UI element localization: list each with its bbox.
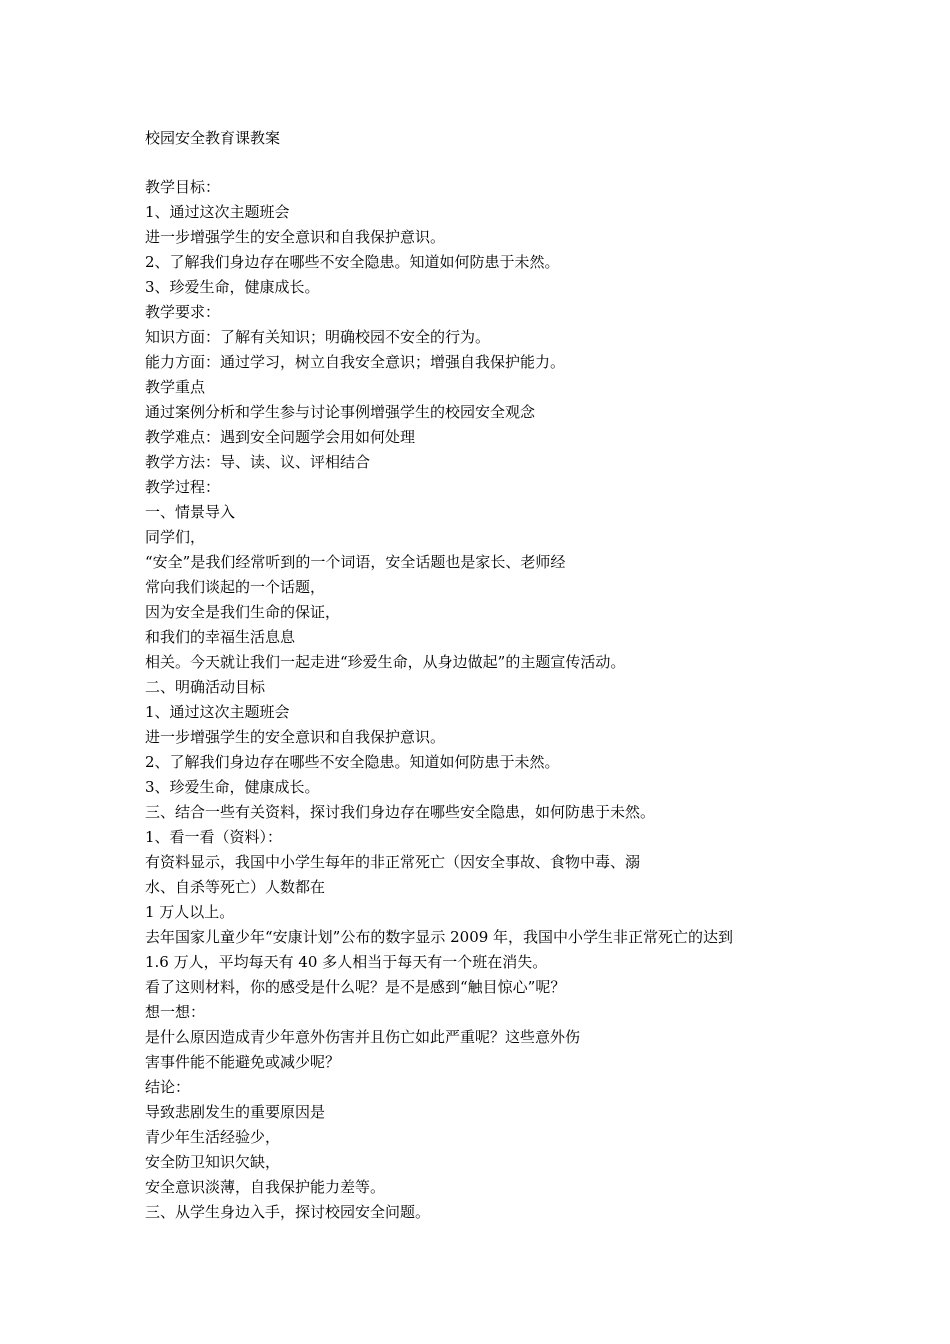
document-line: 是什么原因造成青少年意外伤害并且伤亡如此严重呢？这些意外伤 [145,1028,581,1046]
document-line: 通过案例分析和学生参与讨论事例增强学生的校园安全观念 [145,403,536,421]
document-line: 三、从学生身边入手，探讨校园安全问题。 [145,1203,431,1221]
document-line: 3、珍爱生命，健康成长。 [145,278,320,296]
document-line: 常向我们谈起的一个话题， [145,578,326,596]
document-line: 看了这则材料，你的感受是什么呢？是不是感到“触目惊心”呢？ [145,978,566,996]
document-line: 想一想： [145,1003,206,1021]
document-line: 1、通过这次主题班会 [145,703,290,721]
document-line: 1 万人以上。 [145,903,235,921]
document-line: 害事件能不能避免或减少呢？ [145,1053,341,1071]
document-line: 教学过程： [145,478,221,496]
document-body [145,175,865,1225]
document-line: 教学方法：导、读、议、评相结合 [145,453,371,471]
document-line: 结论： [145,1078,191,1096]
document-line: 3、珍爱生命，健康成长。 [145,778,320,796]
document-line: 去年国家儿童少年“安康计划”公布的数字显示 2009 年，我国中小学生非正常死亡的达到 [145,928,734,946]
document-line: 能力方面：通过学习，树立自我安全意识；增强自我保护能力。 [145,353,566,371]
document-line: 进一步增强学生的安全意识和自我保护意识。 [145,728,446,746]
document-line: 进一步增强学生的安全意识和自我保护意识。 [145,228,446,246]
document-line: 2、了解我们身边存在哪些不安全隐患。知道如何防患于未然。 [145,253,560,271]
document-line: 有资料显示，我国中小学生每年的非正常死亡（因安全事故、食物中毒、溺 [145,853,641,871]
document-line: 1、看一看（资料）： [145,828,283,846]
document-line: 2、了解我们身边存在哪些不安全隐患。知道如何防患于未然。 [145,753,560,771]
document-line: 教学目标： [145,178,221,196]
document-line: 导致悲剧发生的重要原因是 [145,1103,326,1121]
document-line: 教学难点：遇到安全问题学会用如何处理 [145,428,416,446]
document-line: 二、明确活动目标 [145,678,266,696]
document-page [145,126,865,1225]
document-line: 安全防卫知识欠缺， [145,1153,281,1171]
document-line: 教学重点 [145,378,206,396]
document-line: 三、结合一些有关资料，探讨我们身边存在哪些安全隐患，如何防患于未然。 [145,803,656,821]
document-line: 一、情景导入 [145,503,236,521]
document-line: 水、自杀等死亡）人数都在 [145,878,326,896]
document-line: 同学们， [145,528,206,546]
document-title: 校园安全教育课教案 [145,129,281,147]
document-line: 知识方面：了解有关知识；明确校园不安全的行为。 [145,328,491,346]
document-line: 青少年生活经验少， [145,1128,281,1146]
document-line: 1、通过这次主题班会 [145,203,290,221]
document-line: 相关。今天就让我们一起走进“珍爱生命，从身边做起”的主题宣传活动。 [145,653,626,671]
document-line: 教学要求： [145,303,221,321]
document-line: 安全意识淡薄，自我保护能力差等。 [145,1178,386,1196]
document-line: 1.6 万人，平均每天有 40 多人相当于每天有一个班在消失。 [145,953,548,971]
document-line: “安全”是我们经常听到的一个词语，安全话题也是家长、老师经 [145,553,566,571]
document-line: 因为安全是我们生命的保证， [145,603,341,621]
document-line: 和我们的幸福生活息息 [145,628,296,646]
